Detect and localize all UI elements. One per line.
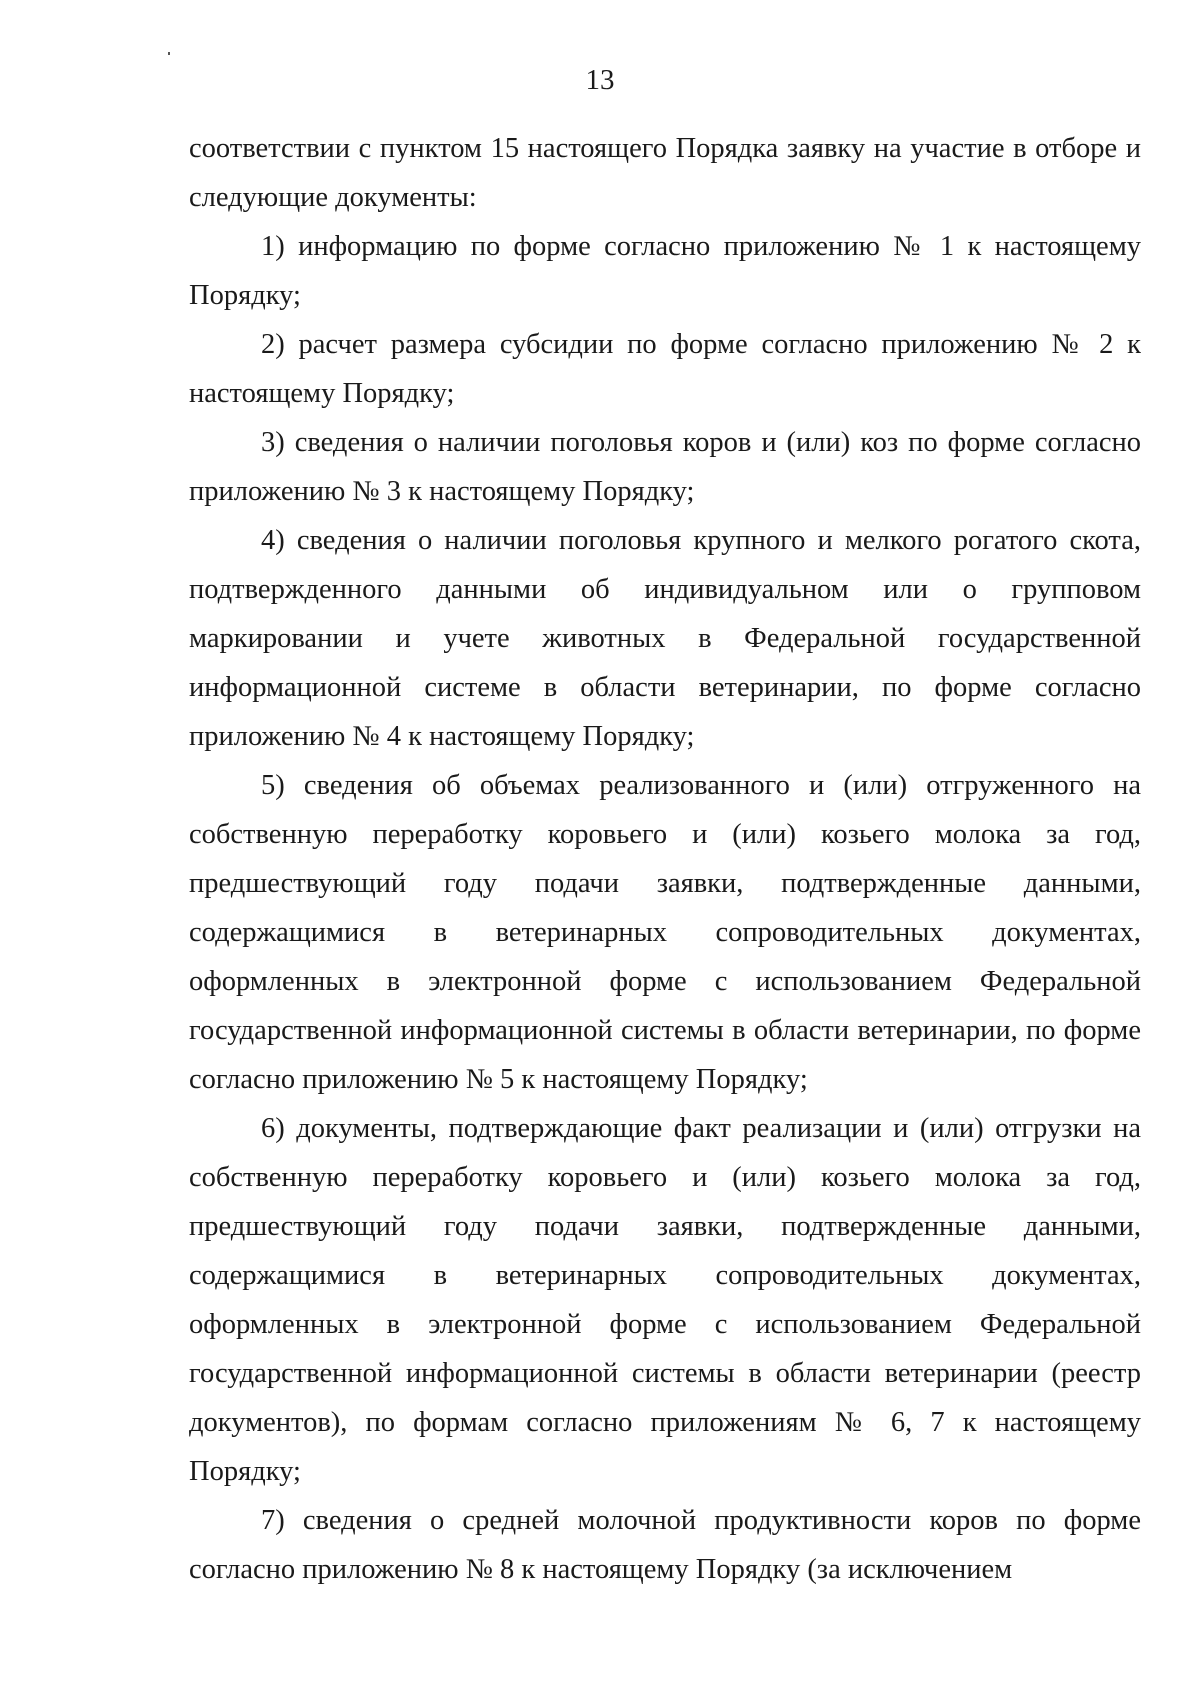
paragraph-item-2: 2) расчет размера субсидии по форме согласно приложению № 2 к настоящему Порядку;	[189, 329, 1141, 409]
page-number: 13	[585, 64, 615, 96]
paragraph-item-6: 6) документы, подтверждающие факт реализации и (или) отгрузки на собственную переработку коровьего и (или) козьего молока за год, предшествующий году подачи заявки, подтвержденные данными, содержащимися в ветеринарных сопроводительных документах, оформленных в электронной форме с использованием Федеральной государственной информационной системы в области ветеринарии (реестр документов), по формам согласно приложениям № 6, 7 к настоящему Порядку;	[189, 1113, 1141, 1487]
paragraph-item-5: 5) сведения об объемах реализованного и (или) отгруженного на собственную переработку коровьего и (или) козьего молока за год, предшествующий году подачи заявки, подтвержденные данными, содержащимися в ветеринарных сопроводительных документах, оформленных в электронной форме с использованием Федеральной государственной информационной системы в области ветеринарии, по форме согласно приложению № 5 к настоящему Порядку;	[189, 770, 1141, 1095]
document-body	[189, 124, 1141, 1594]
paragraph-continuation: соответствии с пунктом 15 настоящего Порядка заявку на участие в отборе и следующие документы:	[189, 133, 1141, 213]
paragraph-item-4: 4) сведения о наличии поголовья крупного и мелкого рогатого скота, подтвержденного данными об индивидуальном или о групповом маркировании и учете животных в Федеральной государственной информационной системе в области ветеринарии, по форме согласно приложению № 4 к настоящему Порядку;	[189, 525, 1141, 752]
scan-speck	[168, 52, 170, 55]
paragraph-item-1: 1) информацию по форме согласно приложению № 1 к настоящему Порядку;	[189, 231, 1141, 311]
paragraph-item-7: 7) сведения о средней молочной продуктивности коров по форме согласно приложению № 8 к настоящему Порядку (за исключением	[189, 1505, 1141, 1585]
paragraph-item-3: 3) сведения о наличии поголовья коров и (или) коз по форме согласно приложению № 3 к настоящему Порядку;	[189, 427, 1141, 507]
